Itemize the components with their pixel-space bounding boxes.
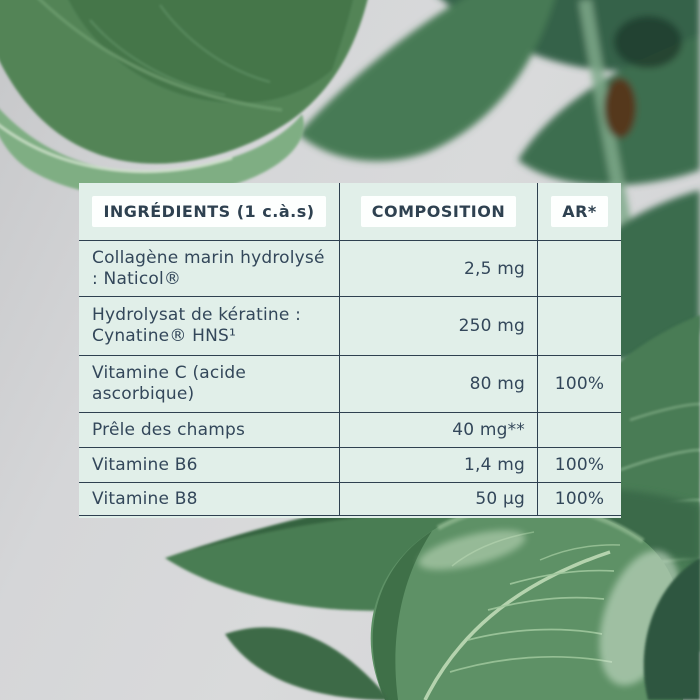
ar-cell xyxy=(537,413,621,448)
ingredient-name: Vitamine B8 xyxy=(92,488,198,509)
ingredient-name: Collagène marin hydrolysé : Naticol® xyxy=(92,247,325,289)
ingredient-cell xyxy=(79,356,339,413)
header-ingredients-cell xyxy=(79,183,339,241)
header-ar-cell xyxy=(537,183,621,241)
ar-cell: 100% xyxy=(537,483,621,516)
header-composition-cell xyxy=(339,183,537,241)
ingredient-cell xyxy=(79,448,339,483)
ar-cell xyxy=(537,297,621,356)
ingredient-name: Hydrolysat de kératine : Cynatine® HNS¹ xyxy=(92,305,302,346)
composition-cell: 1,4 mg xyxy=(339,448,537,483)
ingredient-cell xyxy=(79,413,339,448)
composition-cell: 40 mg** xyxy=(339,413,537,448)
nutrition-table xyxy=(79,183,621,518)
ingredient-name: Vitamine B6 xyxy=(92,454,198,475)
ar-cell: 100% xyxy=(537,448,621,483)
ingredient-name: Prêle des champs xyxy=(92,419,246,440)
ingredient-cell xyxy=(79,241,339,297)
ingredient-cell xyxy=(79,297,339,356)
ingredient-name: Vitamine C (acide ascorbique) xyxy=(92,363,247,404)
ar-cell xyxy=(537,241,621,297)
ingredient-cell xyxy=(79,483,339,516)
leaf-top-left xyxy=(0,0,372,198)
composition-cell: 250 mg xyxy=(339,297,537,356)
header-ingredients-label: INGRÉDIENTS (1 c.à.s) xyxy=(92,196,325,228)
ar-cell: 100% xyxy=(537,356,621,413)
composition-cell: 80 mg xyxy=(339,356,537,413)
header-composition-label: COMPOSITION xyxy=(361,196,516,227)
composition-cell: 50 µg xyxy=(339,483,537,516)
header-ar-label: AR* xyxy=(551,196,608,227)
composition-cell: 2,5 mg xyxy=(339,241,537,297)
